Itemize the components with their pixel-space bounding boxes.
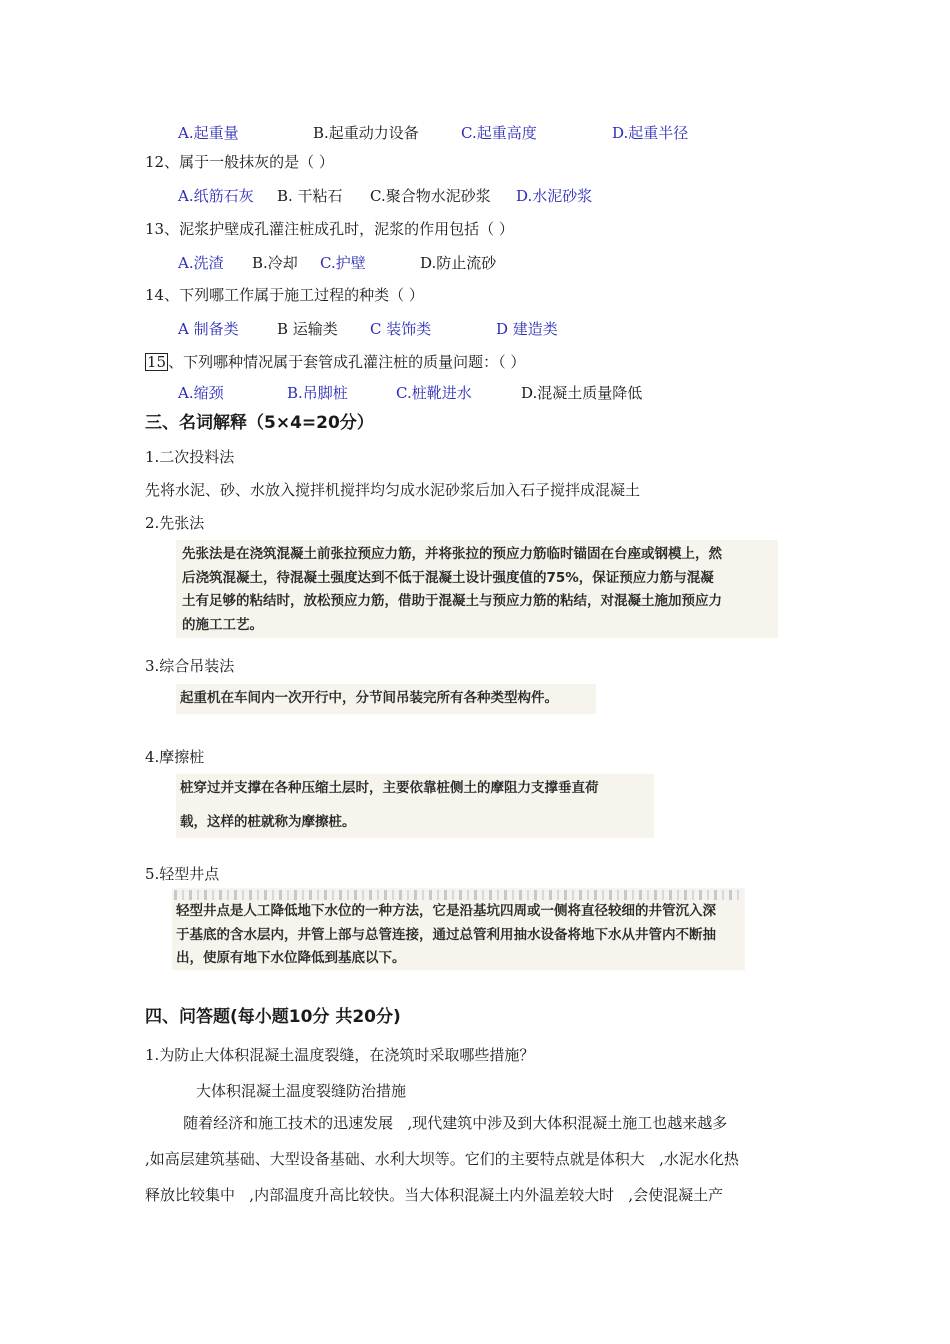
term5-title: 5.轻型井点 xyxy=(145,865,220,883)
q12-question: 12、属于一般抹灰的是（ ） xyxy=(145,153,334,171)
section4-question1: 1.为防止大体积混凝土温度裂缝，在浇筑时采取哪些措施？ xyxy=(145,1046,535,1064)
q15-question: 、下列哪种情况属于套管成孔灌注桩的质量问题：（ ） xyxy=(168,353,526,371)
term4-scanned-answer xyxy=(176,774,654,838)
section4-subtitle: 大体积混凝土温度裂缝防治措施 xyxy=(196,1082,407,1100)
q14-option-b: B 运输类 xyxy=(277,320,338,338)
paragraph-line: 释放比较集中 ,内部温度升高比较快。当大体积混凝土内外温差较大时 ,会使混凝土产 xyxy=(145,1186,724,1204)
q13-option-b: B.冷却 xyxy=(252,254,298,272)
q13-option-d: D.防止流砂 xyxy=(420,254,497,272)
term4-title: 4.摩擦桩 xyxy=(145,748,205,766)
q12-option-a: A.纸筋石灰 xyxy=(178,187,254,205)
q13-option-a: A.洗渣 xyxy=(178,254,224,272)
paragraph-line: ,如高层建筑基础、大型设备基础、水利大坝等。它们的主要特点就是体积大 ,水泥水化热 xyxy=(145,1150,739,1168)
q14-question: 14、下列哪工作属于施工过程的种类（ ） xyxy=(145,286,424,304)
term1-title: 1.二次投料法 xyxy=(145,448,235,466)
term5-answer-line: 于基底的含水层内，井管上部与总管连接，通过总管利用抽水设备将地下水从井管内不断抽 xyxy=(176,927,716,943)
q15-option-a: A.缩颈 xyxy=(178,384,224,402)
section4-paragraph xyxy=(145,1105,810,1213)
section4-heading: 四、问答题(每小题10分 共20分) xyxy=(145,1007,401,1027)
q15-question-line xyxy=(145,352,525,372)
term2-answer-line: 先张法是在浇筑混凝土前张拉预应力筋，并将张拉的预应力筋临时锚固在台座或钢模上，然 xyxy=(182,546,722,562)
q13-question: 13、泥浆护壁成孔灌注桩成孔时，泥浆的作用包括（ ） xyxy=(145,220,514,238)
q11-option-c: C.起重高度 xyxy=(461,124,537,142)
q11-option-b: B.起重动力设备 xyxy=(313,124,419,142)
term5-scanned-answer xyxy=(172,888,745,970)
q15-option-d: D.混凝土质量降低 xyxy=(521,384,643,402)
q11-option-d: D.起重半径 xyxy=(612,124,689,142)
term4-answer-line: 桩穿过并支撑在各种压缩土层时，主要依靠桩侧土的摩阻力支撑垂直荷 xyxy=(180,780,599,796)
term3-title: 3.综合吊装法 xyxy=(145,657,235,675)
term5-answer-line: 轻型井点是人工降低地下水位的一种方法，它是沿基坑四周或一侧将直径较细的井管沉入深 xyxy=(176,903,716,919)
term4-answer-line: 载，这样的桩就称为摩擦桩。 xyxy=(180,814,356,830)
q14-option-d: D 建造类 xyxy=(496,320,558,338)
q11-option-a: A.起重量 xyxy=(178,124,239,142)
term2-answer-line: 的施工工艺。 xyxy=(182,617,263,633)
q15-option-c: C.桩靴进水 xyxy=(396,384,472,402)
term2-answer-line: 后浇筑混凝土，待混凝土强度达到不低于混凝土设计强度值的75%，保证预应力筋与混凝 xyxy=(182,570,714,586)
q12-option-c: C.聚合物水泥砂浆 xyxy=(370,187,491,205)
q14-option-a: A 制备类 xyxy=(178,320,239,338)
q12-option-d: D.水泥砂浆 xyxy=(516,187,593,205)
term3-scanned-answer xyxy=(176,684,596,714)
term5-answer-line: 出，使原有地下水位降低到基底以下。 xyxy=(176,950,406,966)
q15-number-box: 15 xyxy=(147,353,167,371)
term2-title: 2.先张法 xyxy=(145,514,205,532)
paragraph-line: 随着经济和施工技术的迅速发展 ,现代建筑中涉及到大体积混凝土施工也越来越多 xyxy=(145,1114,728,1132)
term3-answer-line: 起重机在车间内一次开行中，分节间吊装完所有各种类型构件。 xyxy=(180,690,558,706)
q13-option-c: C.护壁 xyxy=(320,254,366,272)
section3-heading: 三、名词解释（5×4=20分） xyxy=(145,413,374,433)
q14-option-c: C 装饰类 xyxy=(370,320,432,338)
q12-option-b: B. 干粘石 xyxy=(277,187,343,205)
term2-scanned-answer xyxy=(176,540,778,638)
term2-answer-line: 土有足够的粘结时，放松预应力筋，借助于混凝土与预应力筋的粘结，对混凝土施加预应力 xyxy=(182,593,722,609)
scan-noise-strip xyxy=(174,890,743,900)
term1-answer: 先将水泥、砂、水放入搅拌机搅拌均匀成水泥砂浆后加入石子搅拌成混凝土 xyxy=(145,481,641,499)
q15-option-b: B.吊脚桩 xyxy=(287,384,348,402)
